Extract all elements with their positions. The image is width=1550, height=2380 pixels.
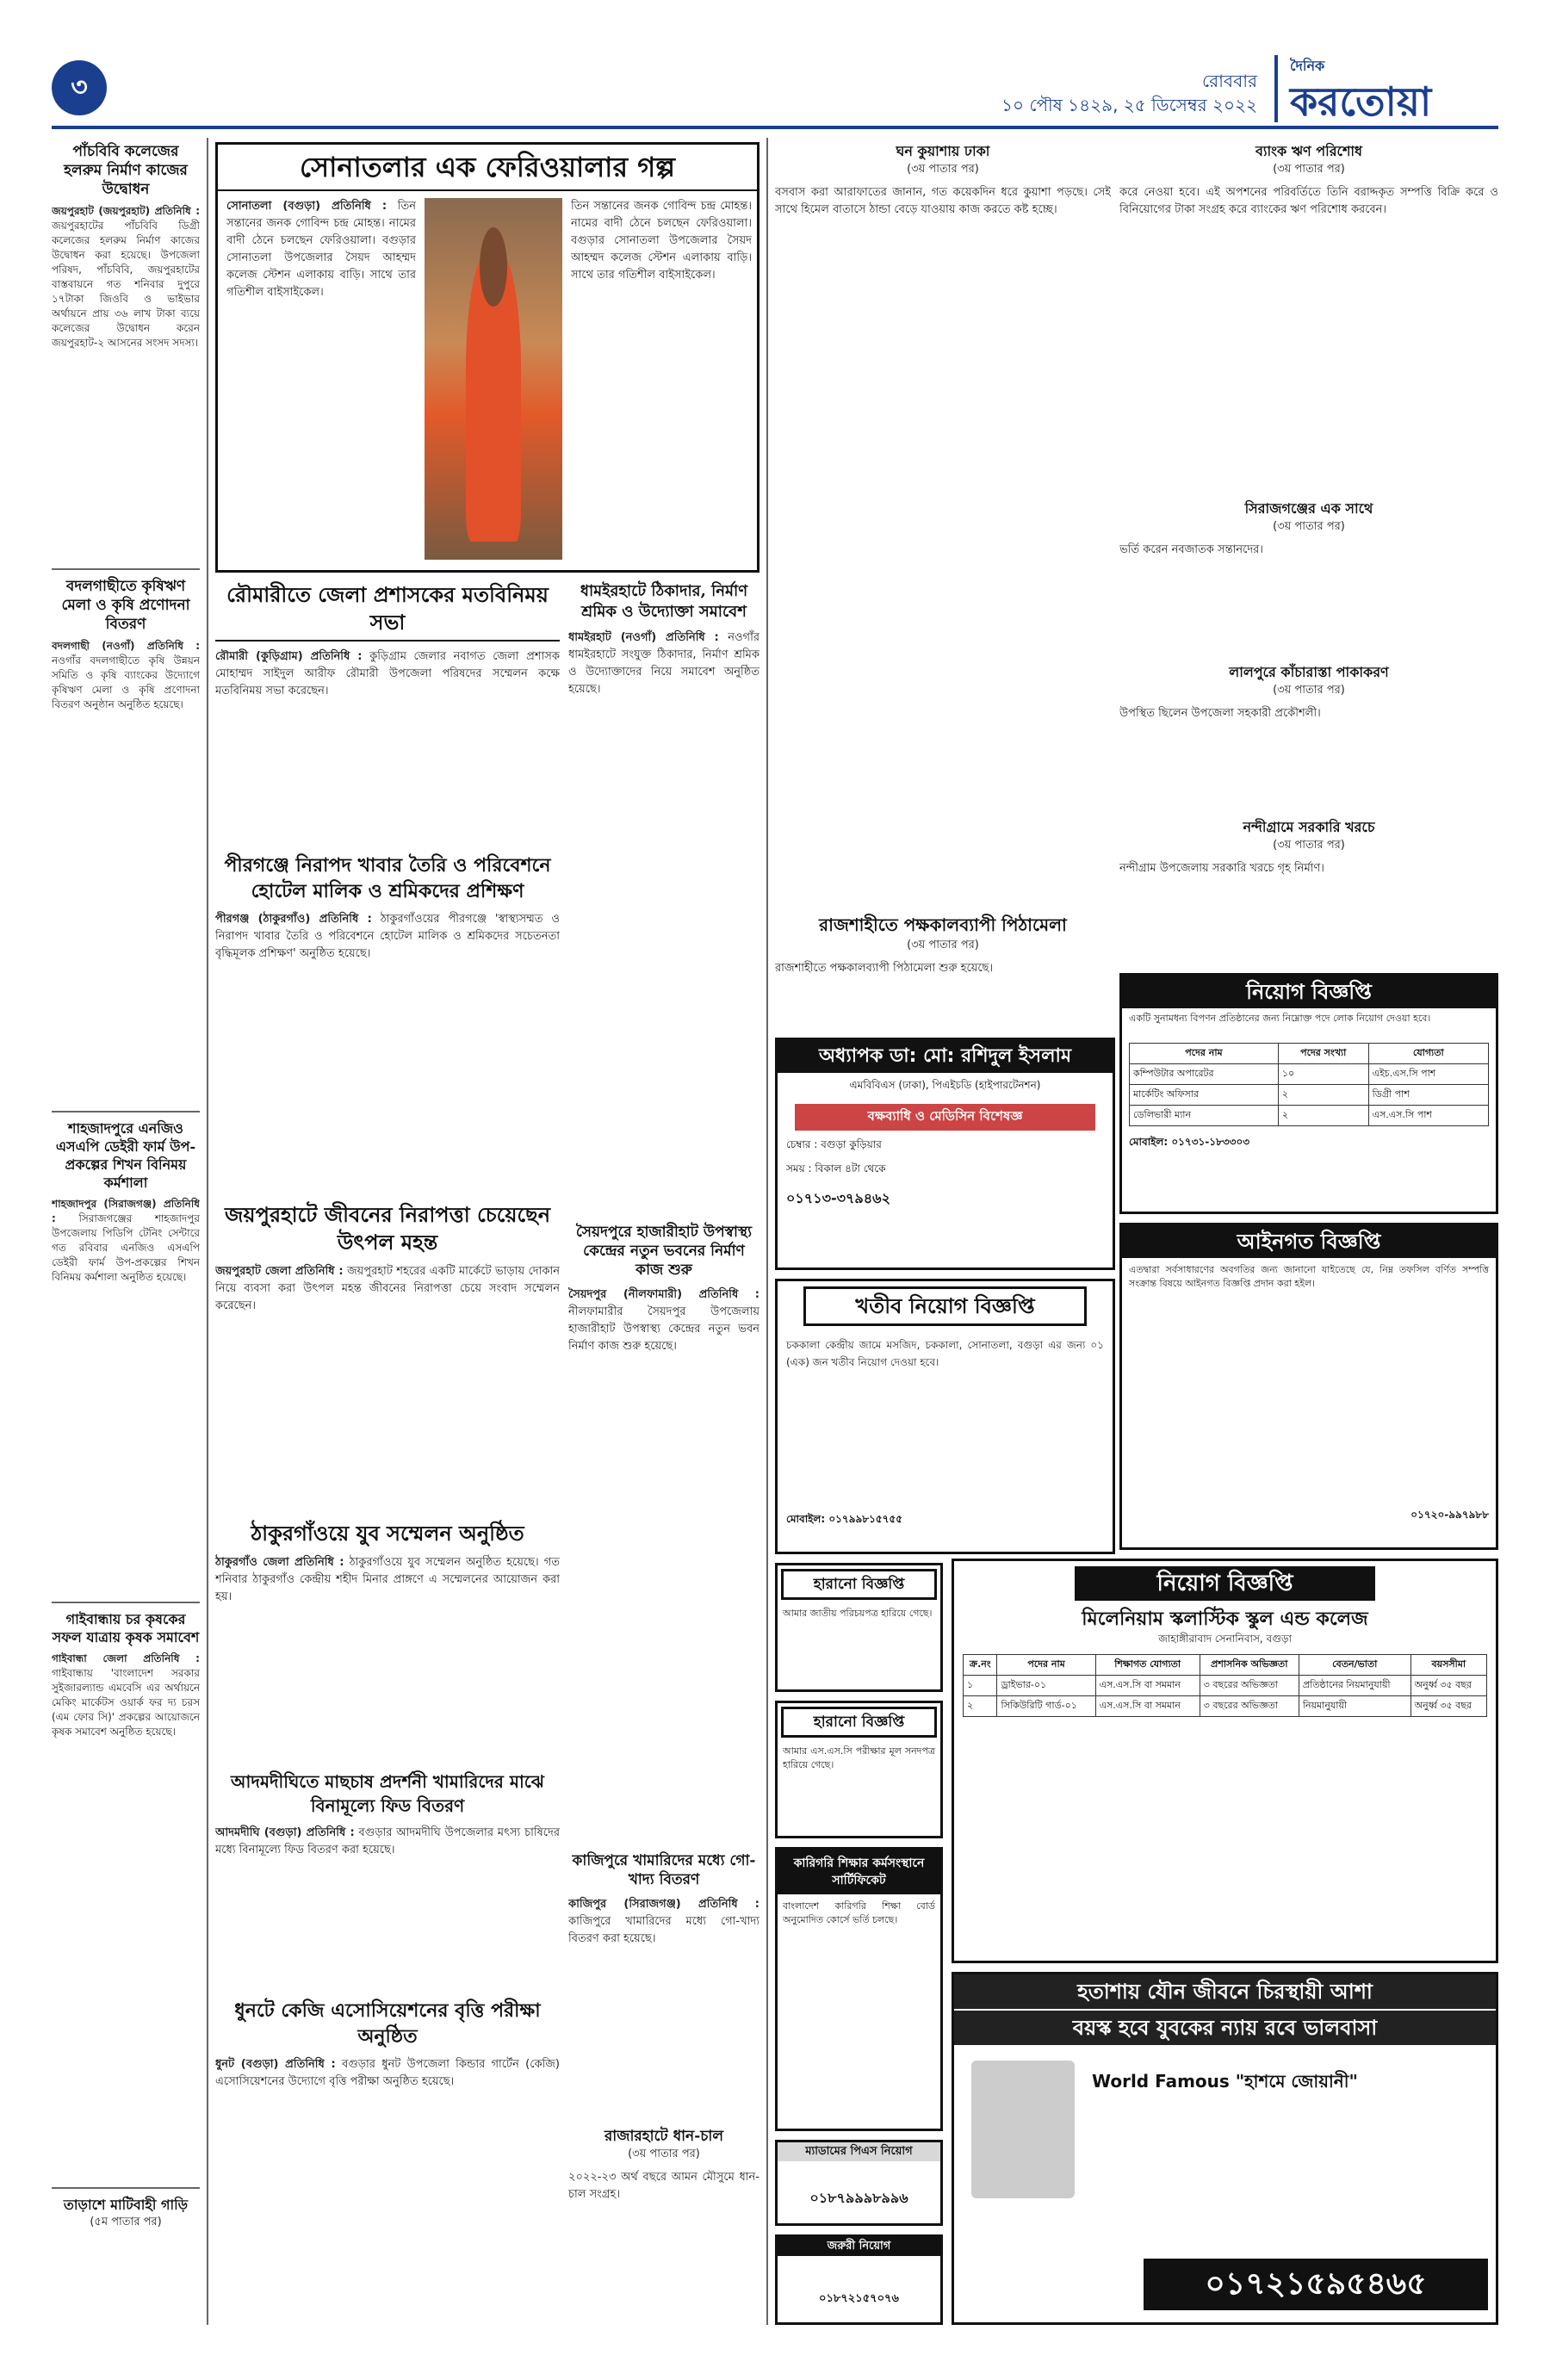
article-body: ধুনট (বগুড়া) প্রতিনিধি : বগুড়ার ধুনট উপজেলা কিন্ডার গার্টেন (কেজি) এসোসিয়েশনের উদ্যোগে বৃত্তি পরীক্ষা অনুষ্ঠিত হয়েছে। (215, 2058, 560, 2088)
table-header-cell: প্রশাসনিক অভিজ্ঞতা (1200, 1655, 1299, 1676)
ad-phone: ০১৭২১৫৯৫৪৬৫ (1144, 2259, 1488, 2310)
ad-karigori (775, 1847, 943, 2131)
column-divider (766, 138, 768, 2325)
table-cell: ড্রাইভার-০১ (997, 1676, 1095, 1696)
ad-speciality: বক্ষব্যাধি ও মেডিসিন বিশেষজ্ঞ (795, 1104, 1095, 1131)
article-sub: (৩য় পাতার পর) (1273, 839, 1345, 852)
article-thakurgaon (215, 1520, 560, 1761)
ad-degree: এমবিবিএস (ঢাকা), পিএইচডি (হাইপারটেনশন) (849, 1079, 1041, 1091)
table-cell: ২ (964, 1696, 997, 1717)
ad-urgent (775, 2234, 943, 2325)
article-headline: সোনাতলার এক ফেরিওয়ালার গল্প (218, 145, 757, 191)
article-headline: রাজশাহীতে পক্ষকালব্যাপী পিঠামেলা (819, 914, 1067, 935)
article-headline: বদলগাছীতে কৃষিঋণ মেলা ও কৃষি প্রণোদনা বিতরণ (61, 578, 190, 633)
day-label: রোববার (1202, 71, 1257, 91)
table-cell: ৩ বছরের অভিজ্ঞতা (1200, 1676, 1299, 1696)
ad-madam (775, 2140, 943, 2226)
ad-time: সময় : বিকাল ৪টা থেকে (786, 1162, 886, 1175)
table-row (1130, 1085, 1489, 1106)
ad-title: অধ্যাপক ডা: মো: রশিদুল ইসলাম (778, 1040, 1113, 1073)
article-headline: ধুনটে কেজি এসোসিয়েশনের বৃত্তি পরীক্ষা অনুষ্ঠিত (234, 1999, 541, 2048)
ad-body: এতদ্বারা সর্বসাধারণের অবগতির জন্য জানানো যাইতেছে যে, নিম্ন তফসিল বর্ণিত সম্পত্তি সংক্রান্ত বিষয়ে আইনগত বিজ্ঞপ্তি প্রদান করা হইল। (1129, 1264, 1489, 1289)
ad-body: আমার জাতীয় পরিচয়পত্র হারিয়ে গেছে। (783, 1608, 933, 1619)
article-headline: গাইবান্ধায় চর কৃষকের সফল যাত্রায় কৃষক সমাবেশ (52, 1611, 200, 1646)
table-cell: ১ (964, 1676, 997, 1696)
ad-mobile: ০১৭২০-৯৯৭৯৮৮ (1410, 1509, 1489, 1521)
table-header-cell: যোগ্যতা (1368, 1044, 1488, 1064)
table-cell: ১০ (1278, 1064, 1368, 1085)
ad-mobile: মোবাইল: ০১৭৩১-১৮৩৩০৩ (1129, 1136, 1250, 1148)
article-headline: সিরাজগঞ্জের এক সাথে (1244, 500, 1373, 517)
article-headline: ঠাকুরগাঁওয়ে যুব সম্মেলন অনুষ্ঠিত (251, 1521, 524, 1546)
table-row (1130, 1064, 1489, 1085)
ad-body: আমার এস.এস.সি পরীক্ষার মূল সনদপত্র হারিয়ে গেছে। (783, 1745, 935, 1770)
table-header-cell: শিক্ষাগত যোগ্যতা (1095, 1655, 1200, 1676)
divider (52, 568, 200, 570)
doctor-photo (971, 2061, 1075, 2198)
article-body: শাহজাদপুর (সিরাজগঞ্জ) প্রতিনিধি : সিরাজগঞ্জের শাহজাদপুর উপজেলায় পিডিপি টেনিং সেন্টারে গত রবিবার এনজিও এসএপি ডেইরী ফার্ম উপ-প্রকল্পের শিখন বিনিময় কর্মশালা অনুষ্ঠিত হয়েছে। (52, 1198, 200, 1283)
table-cell: এস.এস.সি বা সমমান (1095, 1696, 1200, 1717)
job-table (1129, 1043, 1489, 1126)
table-row (964, 1676, 1487, 1696)
ad-mobile: মোবাইল: ০১৭৯৯৮১৫৭৫৫ (786, 1513, 903, 1525)
article-feriwala (215, 142, 760, 573)
article-headline: লালপুরে কাঁচারাস্তা পাকাকরণ (1229, 664, 1389, 680)
table-cell: মার্কেটিং অফিসার (1130, 1085, 1279, 1106)
divider (52, 1602, 200, 1603)
article-headline: কাজিপুরে খামারিদের মধ্যে গো-খাদ্য বিতরণ (572, 1852, 756, 1888)
article-headline: ঘন কুয়াশায় ঢাকা (896, 143, 990, 159)
article-dhunat (215, 1998, 560, 2280)
table-cell: ডেলিভারী ম্যান (1130, 1106, 1279, 1126)
divider (52, 2187, 200, 2189)
article-body: বদলগাছী (নওগাঁ) প্রতিনিধি : নওগাঁর বদলগাছীতে কৃষি উন্নয়ন সমিতি ও কৃষি ব্যাংকের উদ্যোগে কৃষিঋণ মেলা ও কৃষি প্রণোদনা বিতরণ অনুষ্ঠান অনুষ্ঠিত হয়েছে। (52, 640, 200, 710)
article-gaibandha (52, 1610, 200, 2134)
article-sub: (৩য় পাতার পর) (628, 2148, 700, 2160)
article-body: সোনাতলা (বগুড়া) প্রতিনিধি : তিন সন্তানের জনক গোবিন্দ চন্দ্র মোহন্ত। নামের বাদী ঠেনে চলছেন ফেরিওয়ালা। বগুড়ার সোনাতলা উপজেলার সৈয়দ আহম্মদ কলেজ স্টেশন এলাকায় বাড়ি। সাথে তার গতিশীল বাইসাইকেল। (226, 200, 416, 299)
table-cell: ২ (1278, 1085, 1368, 1106)
ad-lost-1 (775, 1563, 943, 1692)
article-pirganj (215, 852, 560, 1169)
article-headline: ব্যাংক ঋণ পরিশোধ (1255, 143, 1363, 159)
table-cell: ডিগ্রী পাশ (1368, 1085, 1488, 1106)
article-body: জয়পুরহাট (জয়পুরহাট) প্রতিনিধি : জয়পুরহাটের পাঁচবিবি ডিগ্রী কলেজের হলরুম নির্মাণ কাজের উদ্বোধন করা হয়েছে। উপজেলা পরিষদ, পাঁচবিবি, জয়পুরহাটের বাস্তবায়নে গত শনিবার দুপুরে ১৭টাকা জিওবি ও ভাইভার অর্থায়নে প্রায় ৩৬ লাখ টাকা ব্যয়ে কলেজের উদ্বোধন করেন জয়পুরহাট-২ আসনের সংসদ সদস্য। (52, 205, 200, 349)
article-headline: পাঁচবিবি কলেজের হলরুম নির্মাণ কাজের উদ্বোধন (64, 143, 188, 198)
ad-phone: ০১৮৭২১৫৭০৭৬ (819, 2292, 899, 2305)
divider (52, 1111, 200, 1113)
ad-title: জরুরী নিয়োগ (778, 2237, 940, 2256)
article-headline: তাড়াশে মাটিবাহী গাড়ি (63, 2197, 189, 2213)
article-sub: (৩য় পাতার পর) (1273, 163, 1345, 176)
article-body: উপস্থিত ছিলেন উপজেলা সহকারী প্রকৌশলী। (1119, 707, 1321, 720)
article-body: করে নেওয়া হবে। এই অপশনের পরিবর্তিতে তিনি বরাদ্দকৃত সম্পত্তি বিক্রি করে ও বিনিয়োগের টাকা সংগ্রহ করে ব্যাংকের ঋণ পরিশোধ করবেন। (1119, 186, 1498, 216)
article-sub: (৫ম পাতার পর) (90, 2216, 162, 2228)
article-body: পীরগঞ্জ (ঠাকুরগাঁও) প্রতিনিধি : ঠাকুরগাঁওয়ের পীরগঞ্জে 'স্বাস্থ্যসম্মত ও নিরাপদ খাবার তৈরি ও পরিবেশনে হোটেল মালিক ও শ্রমিকদের সচেতনতা বৃদ্ধিমূলক প্রশিক্ষণ' অনুষ্ঠিত হয়েছে। (215, 913, 560, 960)
ad-title: নিয়োগ বিজ্ঞপ্তি (1075, 1566, 1375, 1601)
dateline (1001, 69, 1257, 117)
masthead-logo (1274, 55, 1498, 125)
table-cell: কম্পিউটার অপারেটর (1130, 1064, 1279, 1085)
article-headline: রৌমারীতে জেলা প্রশাসকের মতবিনিময় সভা (215, 581, 560, 641)
article-body: ঠাকুরগাঁও জেলা প্রতিনিধি : ঠাকুরগাঁওয়ে যুব সম্মেলন অনুষ্ঠিত হয়েছে। গত শনিবার ঠাকুরগাঁও কেন্দ্রীয় শহীদ মিনার প্রাঙ্গণে এ সম্মেলনের আয়োজন করা হয়। (215, 1556, 560, 1603)
table-cell: নিয়মানুযায়ী (1299, 1696, 1410, 1717)
ad-title: ম্যাডামের পিএস নিয়োগ (778, 2142, 940, 2161)
ad-khatib (775, 1279, 1115, 1554)
ad-chamber: চেম্বার : বগুড়া কুড়িয়ার (786, 1138, 882, 1150)
article-adamdighi (215, 1770, 560, 1980)
article-headline: নন্দীগ্রামে সরকারি খরচে (1243, 819, 1375, 835)
ad-school: মিলেনিয়াম স্কলাস্টিক স্কুল এন্ড কলেজ (1082, 1608, 1368, 1630)
date-label: ১০ পৌষ ১৪২৯, ২৫ ডিসেম্বর ২০২২ (1001, 95, 1257, 115)
article-sub: (৩য় পাতার পর) (1273, 520, 1345, 533)
article-headline: সৈয়দপুরে হাজারীহাট উপস্বাস্থ্য কেন্দ্রের নতুন ভবনের নির্মাণ কাজ শুরু (575, 1224, 753, 1279)
ad-professor (775, 1038, 1115, 1270)
article-pithamela (775, 913, 1111, 1055)
table-cell: অনুর্ধ্ব ৩৫ বছর (1410, 1696, 1486, 1717)
table-row (964, 1696, 1487, 1717)
masthead-small: দৈনিক (1290, 58, 1325, 74)
ad-body: বাংলাদেশ কারিগরি শিক্ষা বোর্ড অনুমোদিত কোর্সে ভর্তি চলছে। (783, 1900, 935, 1925)
article-body: রাজশাহীতে পক্ষকালব্যাপী পিঠামেলা শুরু হয়েছে। (775, 962, 994, 975)
vendor-photo (425, 198, 562, 560)
article-tarash (52, 2196, 200, 2232)
ad-phone: ০১৭১৩-৩৭৯৪৬২ (786, 1190, 890, 1206)
page-number: ৩ (52, 60, 107, 115)
ad-title: কারিগরি শিক্ষার কর্মসংস্থানে সার্টিফিকেট (778, 1850, 940, 1894)
table-cell: এইচ.এস.সি পাশ (1368, 1064, 1488, 1085)
ad-body: একটি সুনামধন্য বিপণন প্রতিষ্ঠানের জন্য নিম্নোক্ত পদে লোক নিয়োগ দেওয়া হবে। (1129, 1013, 1431, 1024)
table-header-cell: ক্র.নং (964, 1655, 997, 1676)
job-table (963, 1654, 1487, 1717)
article-body-continued: তিন সন্তানের জনক গোবিন্দ চন্দ্র মোহন্ত। নামের বাদী ঠেনে চলছেন ফেরিওয়ালা। বগুড়ার সোনাতলা উপজেলার সৈয়দ আহম্মদ কলেজ স্টেশন এলাকায় বাড়ি। সাথে তার গতিশীল বাইসাইকেল। (571, 200, 752, 282)
table-cell: সিকিউরিটি গার্ড-০১ (997, 1696, 1095, 1717)
article-roumari (215, 581, 560, 838)
article-rajarhat (568, 2127, 760, 2324)
article-headline: আদমদীঘিতে মাছচাষ প্রদর্শনী খামারিদের মাঝে বিনামূল্যে ফিড বিতরণ (231, 1771, 544, 1816)
table-row (1130, 1106, 1489, 1126)
article-sub: (৩য় পাতার পর) (907, 163, 979, 176)
ad-title: খতীব নিয়োগ বিজ্ঞপ্তি (803, 1286, 1087, 1326)
table-cell: এস.এস.সি বা সমমান (1095, 1676, 1200, 1696)
ad-sub: জাহাঙ্গীরাবাদ সেনানিবাস, বগুড়া (1158, 1633, 1292, 1645)
article-lalpur (1119, 663, 1498, 809)
ad-herbal (952, 1972, 1498, 2325)
table-cell: ২ (1278, 1106, 1368, 1126)
article-body: ২০২২-২৩ অর্থ বছরে আমন মৌসুমে ধান-চাল সংগ্রহ। (568, 2171, 760, 2201)
article-headline: জয়পুরহাটে জীবনের নিরাপত্তা চেয়েছেন উৎপল মহন্ত (224, 1202, 551, 1255)
column-divider (207, 138, 208, 2325)
article-body: রৌমারী (কুড়িগ্রাম) প্রতিনিধি : কুড়িগ্রাম জেলার নবাগত জেলা প্রশাসক মোহাম্মদ সাইদুল আরীফ রৌমারী উপজেলা পরিষদের সম্মেলন কক্ষে মতবিনিময় সভা করেছেন। (215, 650, 560, 697)
ad-line-2: বয়স্ক হবে যুবকের ন্যায় রবে ভালবাসা (954, 2009, 1496, 2045)
article-sayedpur (568, 1223, 760, 1838)
table-header-cell: পদের নাম (1130, 1044, 1279, 1064)
article-sub: (৩য় পাতার পর) (1273, 684, 1345, 697)
article-bank (1119, 142, 1498, 511)
article-body: সৈয়দপুর (নীলফামারী) প্রতিনিধি : নীলফামারীর সৈয়দপুর উপজেলায় হাজারীহাট উপস্বাস্থ্য কেন্দ্রের নতুন ভবন নির্মাণ কাজ শুরু হয়েছে। (568, 1288, 760, 1353)
article-body: নন্দীগ্রাম উপজেলায় সরকারি খরচে গৃহ নির্মাণ। (1119, 862, 1324, 875)
article-joypurhat (215, 1201, 560, 1496)
article-shahjadpur (52, 1119, 200, 1576)
article-body: বসবাস করা আরাফাতের জানান, গত কয়েকদিন ধরে কুয়াশা পড়ছে। সেই সাথে হিমেল বাতাসে ঠান্ডা বেড়ে যাওয়ায় কাজ করতে কষ্ট হচ্ছে। (775, 186, 1111, 216)
article-body: কাজিপুর (সিরাজগঞ্জ) প্রতিনিধি : কাজিপুরে খামারিদের মধ্যে গো-খাদ্য বিতরণ করা হয়েছে। (568, 1898, 760, 1945)
article-body: ভর্তি করেন নবজাতক সন্তানদের। (1119, 543, 1263, 556)
article-body: জয়পুরহাট জেলা প্রতিনিধি : জয়পুরহাট শহরের একটি মার্কেটে ভাড়ায় দোকান নিয়ে ব্যবসা করা উৎপল মহন্ত জীবনের নিরাপত্তা চেয়ে সংবাদ সম্মেলন করেছেন। (215, 1265, 560, 1312)
article-kazipur (568, 1851, 760, 2154)
table-cell: এস.এস.সি পাশ (1368, 1106, 1488, 1126)
table-header-cell: বেতন/ভাতা (1299, 1655, 1410, 1676)
article-sub: (৩য় পাতার পর) (907, 939, 979, 951)
ad-lost-2 (775, 1701, 943, 1838)
ad-line-1: হতাশায় যৌন জীবনে চিরস্থায়ী আশা (954, 1974, 1496, 2009)
table-header-cell: পদের নাম (997, 1655, 1095, 1676)
ad-title: হারানো বিজ্ঞপ্তি (781, 1569, 937, 1600)
article-headline: ধামইরহাটে ঠিকাদার, নির্মাণ শ্রমিক ও উদ্যোক্তা সমাবেশ (580, 582, 748, 621)
table-header-cell: বয়সসীমা (1410, 1655, 1486, 1676)
article-dhamoir (568, 581, 760, 1249)
article-ghono (775, 142, 1111, 925)
article-headline: পীরগঞ্জে নিরাপদ খাবার তৈরি ও পরিবেশনে হোটেল মালিক ও শ্রমিকদের প্রশিক্ষণ (224, 854, 551, 902)
table-cell: অনুর্ধ্ব ৩৫ বছর (1410, 1676, 1486, 1696)
table-cell: প্রতিষ্ঠানের নিয়মানুযায়ী (1299, 1676, 1410, 1696)
page-header (52, 52, 1498, 129)
ad-title: নিয়োগ বিজ্ঞপ্তি (1122, 976, 1496, 1008)
ad-brand: World Famous "হাশমে জোয়ানী" (1092, 2071, 1358, 2092)
table-cell: ৩ বছরের অভিজ্ঞতা (1200, 1696, 1299, 1717)
article-body: আদমদীঘি (বগুড়া) প্রতিনিধি : বগুড়ার আদমদীঘি উপজেলার মৎস্য চাষিদের মধ্যে বিনামূল্যে ফিড বিতরণ করা হয়েছে। (215, 1826, 560, 1856)
ad-body: চককালা কেন্দ্রীয় জামে মসজিদ, চককালা, সোনাতলা, বগুড়া এর জন্য ০১ (এক) জন খতীব নিয়োগ দেওয়া হবে। (786, 1339, 1104, 1368)
article-badalgachhi (52, 577, 200, 1087)
article-body: ধামইরহাট (নওগাঁ) প্রতিনিধি : নওগাঁর ধামইরহাটে সংযুক্ত ঠিকাদার, নির্মাণ শ্রমিক ও উদ্যোক্তাদের নিয়ে সমাবেশ অনুষ্ঠিত হয়েছে। (568, 631, 760, 696)
ad-title: হারানো বিজ্ঞপ্তি (781, 1707, 937, 1738)
ad-ainagoto (1119, 1223, 1498, 1550)
ad-phone: ০১৮৭৯৯৯৮৯৯৬ (809, 2190, 908, 2206)
masthead-name: করতোয়া (1290, 78, 1432, 125)
ad-title: আইনগত বিজ্ঞপ্তি (1122, 1225, 1496, 1258)
ad-millennium (952, 1559, 1498, 1963)
ad-niyog-1 (1119, 973, 1498, 1214)
article-sirajganj (1119, 499, 1498, 654)
table-header-cell: পদের সংখ্যা (1278, 1044, 1368, 1064)
article-headline: শাহজাদপুরে এনজিও এসএপি ডেইরী ফার্ম উপ-প্রকল্পের শিখন বিনিময় কর্মশালা (55, 1120, 196, 1191)
article-headline: রাজারহাটে ধান-চাল (604, 2128, 724, 2145)
article-pachbibi (52, 142, 200, 583)
article-body: গাইবান্ধা জেলা প্রতিনিধি : গাইবান্ধায় 'বাংলাদেশ সরকার সুইজারল্যান্ড এমবেসি এর অর্থায়নে মেকিং মার্কেটস ওয়ার্ক ফর দ্য চরস (এম ফোর সি)' প্রকল্পের আয়োজনে কৃষক সমাবেশ অনুষ্ঠিত হয়েছে। (52, 1652, 200, 1738)
